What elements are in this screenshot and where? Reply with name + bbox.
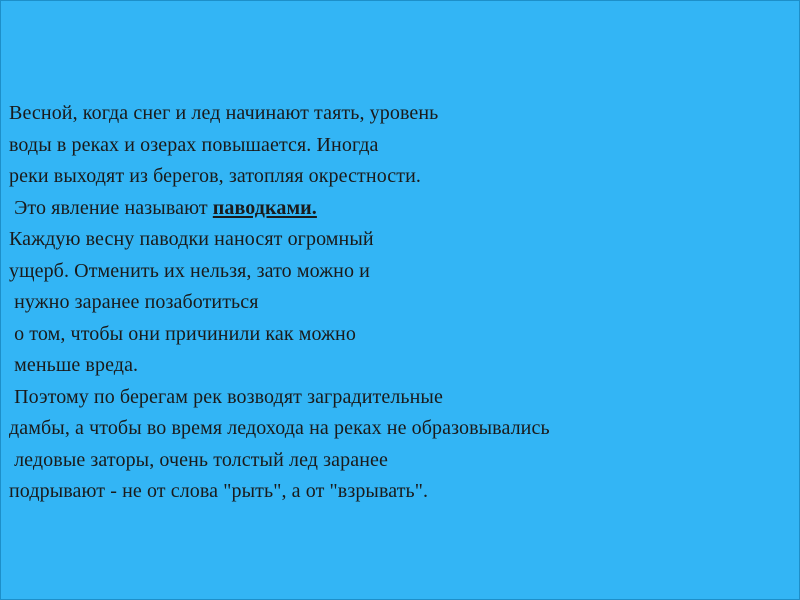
text-line-1: Весной, когда снег и лед начинают таять, уровень [9, 102, 439, 124]
text-line-4 [9, 193, 769, 225]
text-line-2: воды в реках и озерах повышается. Иногда [9, 133, 379, 156]
text-line-10: Поэтому по берегам рек возводят заградительные [9, 385, 443, 408]
text-line-3: реки выходят из берегов, затопляя окрестности. [9, 165, 422, 187]
text-line-7: нужно заранее позаботиться [9, 291, 259, 313]
text-line-6: ущерб. Отменить их нельзя, зато можно и [9, 259, 370, 282]
body-text [9, 98, 769, 508]
text-line-11: дамбы, а чтобы во время ледохода на реках не образовывались [9, 417, 550, 439]
text-line-12: ледовые заторы, очень толстый лед заранее [9, 448, 388, 471]
text-line-8: о том, чтобы они причинили как можно [9, 322, 356, 345]
text-line-5: Каждую весну паводки наносят огромный [9, 228, 374, 250]
text-line-9: меньше вреда. [9, 354, 139, 376]
key-term: паводками. [212, 196, 317, 219]
text-line-4-prefix: Это явление называют [9, 196, 213, 219]
text-line-13: подрывают - не от слова "рыть", а от "взрывать". [9, 480, 429, 502]
